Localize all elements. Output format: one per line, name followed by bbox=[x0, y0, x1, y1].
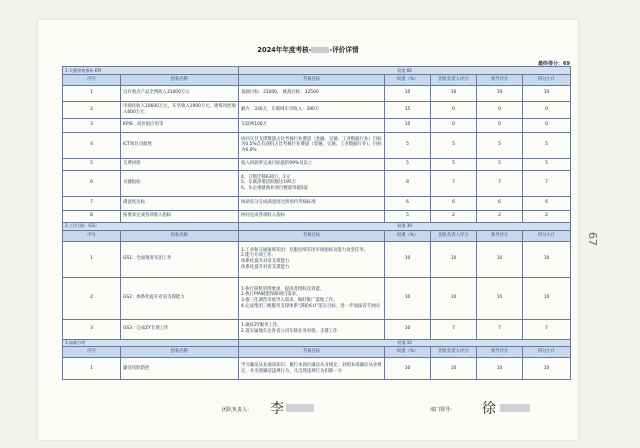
header-criteria: 考核目标 bbox=[239, 347, 385, 358]
row-team-score: 0 bbox=[431, 118, 477, 132]
section-row bbox=[63, 222, 571, 230]
row-team-score: 10 bbox=[431, 277, 477, 319]
row-name: 自有重点产品全网收入31000万元 bbox=[121, 85, 239, 101]
row-leader-score: 6 bbox=[477, 196, 523, 210]
row-weight: 10 bbox=[385, 319, 431, 339]
header-leader: 领导评分 bbox=[477, 347, 523, 358]
row-criteria: 4、订购迁移630万，1分 5、车联净增活跃数达195万 6、车企重建商业项目数量突破5家 bbox=[239, 170, 385, 196]
row-criteria: 基础目标：31000， 挑战目标：32500 bbox=[239, 85, 385, 101]
header-seq: 序号 bbox=[63, 347, 121, 358]
row-seq: 1 bbox=[63, 85, 121, 101]
header-final: 得分小计 bbox=[523, 230, 571, 241]
redacted-name bbox=[311, 47, 329, 53]
row-criteria: 1.工业和交通领域军团：克服连续军团市场指标及能力攻坚任务。 2.能力专项工作。 体系化提升对省支撑能力 体系化提升对省支撑能力 bbox=[239, 241, 385, 277]
row-seq: 7 bbox=[63, 196, 121, 210]
row-leader-score: 5 bbox=[477, 132, 523, 158]
table-row bbox=[63, 277, 571, 319]
row-leader-score: 7 bbox=[477, 319, 523, 339]
table-row bbox=[63, 196, 571, 210]
row-weight: 5 bbox=[385, 132, 431, 158]
section-weight: 权重:10 bbox=[239, 339, 571, 347]
svg-text:徐: 徐 bbox=[482, 401, 496, 417]
header-team: 团队负责人评分 bbox=[431, 230, 477, 241]
section-label: 1.关键绩效指标 KPI bbox=[63, 67, 239, 75]
row-final-score: 10 bbox=[523, 277, 571, 319]
page-number: 67 bbox=[586, 232, 599, 246]
section-label: 3.加减分项 bbox=[63, 339, 239, 347]
row-seq: 8 bbox=[63, 210, 121, 222]
row-weight: 10 bbox=[385, 85, 431, 101]
row-seq: 2 bbox=[63, 277, 121, 319]
row-name: 市场化收入10600万元，车享收入1900万元，捷爽风控收入600万元 bbox=[121, 101, 239, 118]
table-row bbox=[63, 118, 571, 132]
row-team-score: 7 bbox=[431, 170, 477, 196]
header-final: 得分小计 bbox=[523, 74, 571, 85]
table-row bbox=[63, 241, 571, 277]
table-row bbox=[63, 158, 571, 170]
report-sheet bbox=[38, 20, 578, 440]
row-criteria: 车联网100万 bbox=[239, 118, 385, 132]
row-leader-score: 0 bbox=[477, 101, 523, 118]
table-row bbox=[63, 170, 571, 196]
header-weight: 权重（%） bbox=[385, 230, 431, 241]
row-weight: 10 bbox=[385, 277, 431, 319]
row-team-score: 6 bbox=[431, 196, 477, 210]
row-seq: 6 bbox=[63, 170, 121, 196]
row-name: 廉洁风险防控 bbox=[121, 358, 239, 380]
table-row bbox=[63, 101, 571, 118]
row-seq: 1 bbox=[63, 358, 121, 380]
team-leader-signature bbox=[266, 398, 326, 418]
team-leader-label: 团队负责人： bbox=[222, 407, 253, 413]
row-name: 关键指标 bbox=[121, 170, 239, 196]
row-name: 欠费回款 bbox=[121, 158, 239, 170]
row-criteria: 1.做好ZY服务工作。 2.落实属地车企各省公司车联业务对接、支撑工作 bbox=[239, 319, 385, 339]
row-team-score: 10 bbox=[431, 85, 477, 101]
header-row bbox=[63, 230, 571, 241]
row-leader-score: 0 bbox=[477, 118, 523, 132]
row-seq: 1 bbox=[63, 241, 121, 277]
row-seq: 2 bbox=[63, 101, 121, 118]
evaluation-table bbox=[62, 66, 571, 380]
row-name: ICT项目贡献度 bbox=[121, 132, 239, 158]
row-criteria: 收入回款率完成目标值的99%及以上 bbox=[239, 158, 385, 170]
row-leader-score: 10 bbox=[477, 241, 523, 277]
table-row bbox=[63, 85, 571, 101]
table-row bbox=[63, 358, 571, 380]
row-final-score: 6 bbox=[523, 196, 571, 210]
header-team: 团队负责人评分 bbox=[431, 347, 477, 358]
row-weight: 10 bbox=[385, 241, 431, 277]
header-name: 指标名称 bbox=[121, 74, 239, 85]
row-name: GS1：全面推进军团工作 bbox=[121, 241, 239, 277]
section-weight: 权重:60 bbox=[239, 67, 571, 75]
row-criteria: 协同完成各项收入指标 bbox=[239, 210, 385, 222]
row-final-score: 10 bbox=[523, 85, 571, 101]
row-final-score: 0 bbox=[523, 118, 571, 132]
row-name: KPIS：高价值应用等 bbox=[121, 118, 239, 132]
row-final-score: 5 bbox=[523, 132, 571, 158]
header-leader: 领导评分 bbox=[477, 230, 523, 241]
header-row bbox=[63, 347, 571, 358]
header-name: 指标名称 bbox=[121, 347, 239, 358]
header-criteria: 考核目标 bbox=[239, 74, 385, 85]
row-weight: 5 bbox=[385, 158, 431, 170]
row-name: GS2：体系化提升对省支撑能力 bbox=[121, 277, 239, 319]
row-final-score: 7 bbox=[523, 319, 571, 339]
row-team-score: 10 bbox=[431, 241, 477, 277]
section-weight: 权重:30 bbox=[239, 222, 571, 230]
row-final-score: 10 bbox=[523, 241, 571, 277]
row-name: 按要求完成各项收入指标 bbox=[121, 210, 239, 222]
row-leader-score: 2 bbox=[477, 210, 523, 222]
row-team-score: 5 bbox=[431, 132, 477, 158]
row-leader-score: 7 bbox=[477, 170, 523, 196]
dept-leader-label: 部门领导： bbox=[430, 407, 456, 413]
row-weight: 15 bbox=[385, 101, 431, 118]
row-final-score: 5 bbox=[523, 158, 571, 170]
header-weight: 权重（%） bbox=[385, 347, 431, 358]
row-leader-score: 10 bbox=[477, 358, 523, 380]
header-seq: 序号 bbox=[63, 74, 121, 85]
row-leader-score: 5 bbox=[477, 158, 523, 170]
section-row bbox=[63, 339, 571, 347]
row-leader-score: 10 bbox=[477, 277, 523, 319]
svg-text:李: 李 bbox=[270, 401, 284, 417]
row-seq: 3 bbox=[63, 118, 121, 132]
row-weight: 8 bbox=[385, 170, 431, 196]
row-team-score: 7 bbox=[431, 319, 477, 339]
row-team-score: 5 bbox=[431, 158, 477, 170]
row-final-score: 7 bbox=[523, 170, 571, 196]
title-prefix: 2024年年度考核- bbox=[257, 46, 312, 54]
row-name: GS3：完成ZY专项工作 bbox=[121, 319, 239, 339]
row-criteria: 解方：330万，车联网车享收入：390万 bbox=[239, 101, 385, 118]
header-team: 团队负责人评分 bbox=[431, 74, 477, 85]
row-team-score: 10 bbox=[431, 358, 477, 380]
row-seq: 3 bbox=[63, 319, 121, 339]
row-final-score: 0 bbox=[523, 101, 571, 118]
header-criteria: 考核目标 bbox=[239, 230, 385, 241]
dept-leader-signature bbox=[478, 398, 548, 418]
header-final: 得分小计 bbox=[523, 347, 571, 358]
row-criteria: 学习廉洁从业通知知识；履行本岗位廉洁从业规定；对照本部廉洁从业规定，并出现廉洁违规行为，凡出现违规行为扣除一分 bbox=[239, 358, 385, 380]
row-team-score: 2 bbox=[431, 210, 477, 222]
title-suffix: -评价详情 bbox=[329, 46, 359, 54]
row-name: 满意度达标 bbox=[121, 196, 239, 210]
row-weight: 5 bbox=[385, 210, 431, 222]
table-row bbox=[63, 132, 571, 158]
header-weight: 权重（%） bbox=[385, 74, 431, 85]
row-criteria: 协同交付支撑数量占比考核行业赛道（金融、交通、工业数据行业）目标为0.5%自有商机占比考核行业赛道（金融、交通、工业数据行业）。目标为6.0% bbox=[239, 132, 385, 158]
header-seq: 序号 bbox=[63, 230, 121, 241]
final-score: 最终得分：69 bbox=[538, 61, 570, 67]
row-final-score: 2 bbox=[523, 210, 571, 222]
row-seq: 4 bbox=[63, 132, 121, 158]
header-row bbox=[63, 74, 571, 85]
header-leader: 领导评分 bbox=[477, 74, 523, 85]
header-name: 指标名称 bbox=[121, 230, 239, 241]
row-criteria: 协助省分完成满意度达到预内考核标准 bbox=[239, 196, 385, 210]
row-weight: 10 bbox=[385, 118, 431, 132]
row-leader-score: 10 bbox=[477, 85, 523, 101]
document-title bbox=[38, 44, 578, 54]
row-weight: 6 bbox=[385, 196, 431, 210]
row-final-score: 10 bbox=[523, 358, 571, 380]
row-seq: 5 bbox=[63, 158, 121, 170]
row-weight: 10 bbox=[385, 358, 431, 380]
table-row bbox=[63, 319, 571, 339]
row-criteria: 1.执行简机管理要求，提高者授权及效能。 2.执行PIA赋能保障项目需求。 3.推三化调营市场导入需求，做好推广落地工作。 4.完成集团三级服务支撑体系“满轮6.0”落实目标，进一步加深省专协同 bbox=[239, 277, 385, 319]
table-row bbox=[63, 210, 571, 222]
section-label: 2.工作目标（GS） bbox=[63, 222, 239, 230]
row-team-score: 0 bbox=[431, 101, 477, 118]
section-row bbox=[63, 67, 571, 75]
